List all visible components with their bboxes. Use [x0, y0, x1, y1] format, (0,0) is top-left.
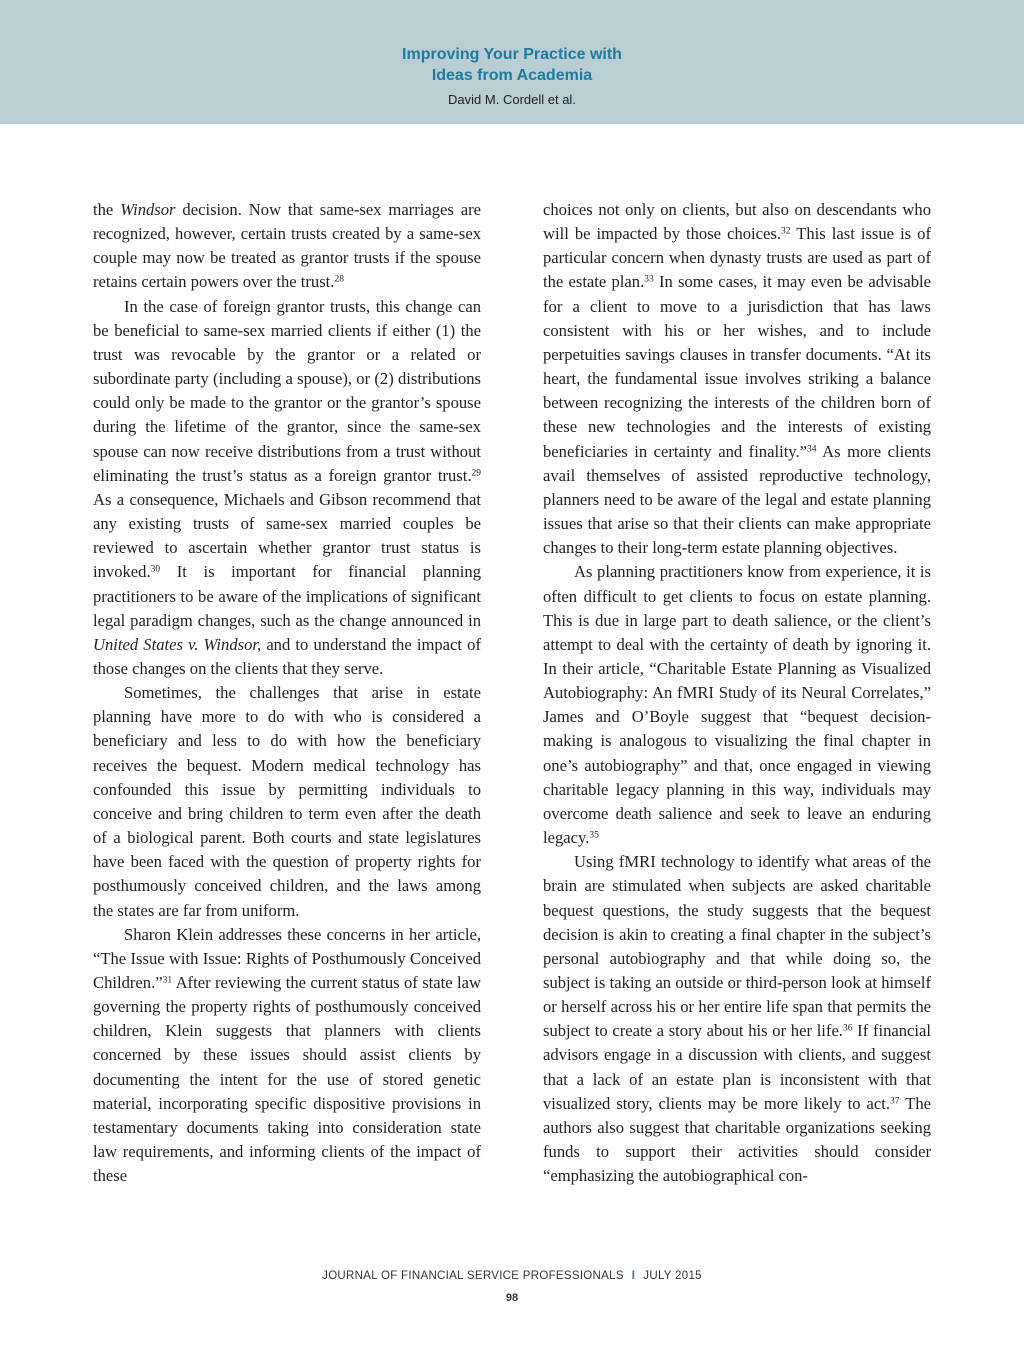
footnote-ref: 29 [471, 468, 481, 479]
paragraph: Sometimes, the challenges that arise in estate planning have more to do with who is considered a beneficiary and less to do with how the beneficiary receives the bequest. Modern medical technology has confounded this issue by permitting individuals to conceive and bring children to term even after the death of a biological parent. Both courts and state legislatures have been faced with the question of property rights for posthumously conceived children, and the laws among the states are far from uniform. [93, 683, 481, 920]
footnote-ref: 31 [162, 975, 173, 986]
text-run: decision. Now that same-sex marriages are recognized, however, certain trusts created by a same-sex couple may now be treated as grantor trusts if the spouse retains certain powers over the trust. [93, 200, 481, 292]
footnote-ref: 34 [807, 443, 817, 454]
running-title [0, 44, 1024, 86]
right-column [543, 198, 931, 1188]
paragraph [93, 923, 481, 1189]
footnote-ref: 33 [644, 274, 654, 285]
footnote-ref: 32 [781, 226, 791, 237]
footnote-ref: 30 [150, 564, 161, 575]
text-run: In the case of foreign grantor trusts, this change can be beneficial to same-sex married clients if either (1) the trust was revocable by the grantor or a related or subordinate party (including a spouse), or (2) distributions could only be made to the grantor or the grantor’s spouse during the lifetime of the grantor, since the same-sex spouse can now receive distributions from a trust without eliminating the trust’s status as a foreign grantor trust. [93, 296, 481, 485]
running-title-line-2: Ideas from Academia [431, 67, 593, 84]
running-header [0, 0, 1024, 124]
text-run: As planning practitioners know from experience, it is often difficult to get clients to focus on estate planning. This is due in large part to death salience, or the client’s attempt to deal with the certainty of death by ignoring it. In their article, “Charitable Estate Planning as Visualized Autobiography: An fMRI Study of its Neural Correlates,” James and O’Boyle suggest that “bequest decision-making is analogous to visualizing the final chapter in one’s autobiography” and that, once engaged in viewing charitable legacy planning in this way, individuals may overcome death salience and seek to leave an enduring legacy. [543, 562, 931, 848]
paragraph [93, 198, 481, 295]
text-run: Sharon Klein addresses these concerns in her article, “The Issue with Issue: Rights of Posthumously Conceived Children.” [93, 924, 481, 992]
footnote-ref: 28 [334, 274, 344, 285]
left-column [93, 198, 481, 1188]
page-number: 98 [505, 1292, 519, 1304]
text-run: choices not only on clients, but also on descendants who will be impacted by those choices. [543, 200, 931, 244]
case-name-italic: Windsor [120, 200, 176, 219]
text-run: If financial advisors engage in a discussion with clients, and suggest that a lack of an estate plan is inconsistent with that visualized story, clients may be more likely to act. [543, 1021, 931, 1113]
footer-separator: I [631, 1270, 636, 1282]
text-run: Using fMRI technology to identify what areas of the brain are stimulated when subjects are asked charitable bequest questions, the study suggests that the bequest decision is akin to creating a final chapter in the subject’s personal autobiography and that while doing so, the subject is taking an outside or third-person look at himself or herself across his or her entire life span that permits the subject to create a story about his or her life. [543, 852, 931, 1041]
issue-date: JULY 2015 [643, 1270, 702, 1282]
text-run: The authors also suggest that charitable organizations seeking funds to support their activities should consider “emphasizing the autobiographical con- [543, 1093, 931, 1186]
running-title-line-1: Improving Your Practice with [402, 46, 622, 63]
case-name-italic: United States v. Windsor, [93, 634, 262, 654]
paragraph [543, 850, 931, 1188]
paragraph [543, 560, 931, 850]
footnote-ref: 35 [589, 830, 599, 841]
text-run: It is important for financial planning practitioners to be aware of the implications of significant legal paradigm changes, such as the change announced in [93, 562, 481, 630]
paragraph [543, 198, 931, 560]
text-run: As a consequence, Michaels and Gibson recommend that any existing trusts of same-sex married couples be reviewed to ascertain whether grantor trust status is invoked. [93, 489, 481, 582]
text-run: In some cases, it may even be advisable for a client to move to a jurisdiction that has laws consistent with his or her wishes, and to include perpetuities savings clauses in transfer documents. “At its heart, the fundamental issue involves striking a balance between recognizing the interests of the children born of these new technologies and the interests of existing beneficiaries in certainty and finality.” [543, 272, 932, 461]
running-footer [0, 1270, 1024, 1282]
running-authors: David M. Cordell et al. [448, 92, 576, 107]
text-run: This last issue is of particular concern when dynasty trusts are used as part of the estate plan. [543, 224, 931, 292]
text-run: the [93, 200, 121, 219]
footnote-ref: 36 [842, 1023, 853, 1034]
text-run: and to understand the impact of those changes on the clients that they serve. [93, 634, 481, 678]
text-run: After reviewing the current status of state law governing the property rights of posthumously conceived children, Klein suggests that planners with clients concerned by these issues should assist clients by documenting the intent for the use of stored genetic material, incorporating specific dispositive provisions in testamentary documents taking into consideration state law requirements, and informing clients of the impact of these [93, 973, 481, 1186]
paragraph [93, 295, 481, 682]
footnote-ref: 37 [890, 1096, 900, 1107]
text-run: As more clients avail themselves of assisted reproductive technology, planners need to be aware of the legal and estate planning issues that arise so that their clients can make appropriate changes to their long-term estate planning objectives. [543, 441, 931, 558]
journal-name: JOURNAL OF FINANCIAL SERVICE PROFESSIONALS [322, 1270, 624, 1282]
